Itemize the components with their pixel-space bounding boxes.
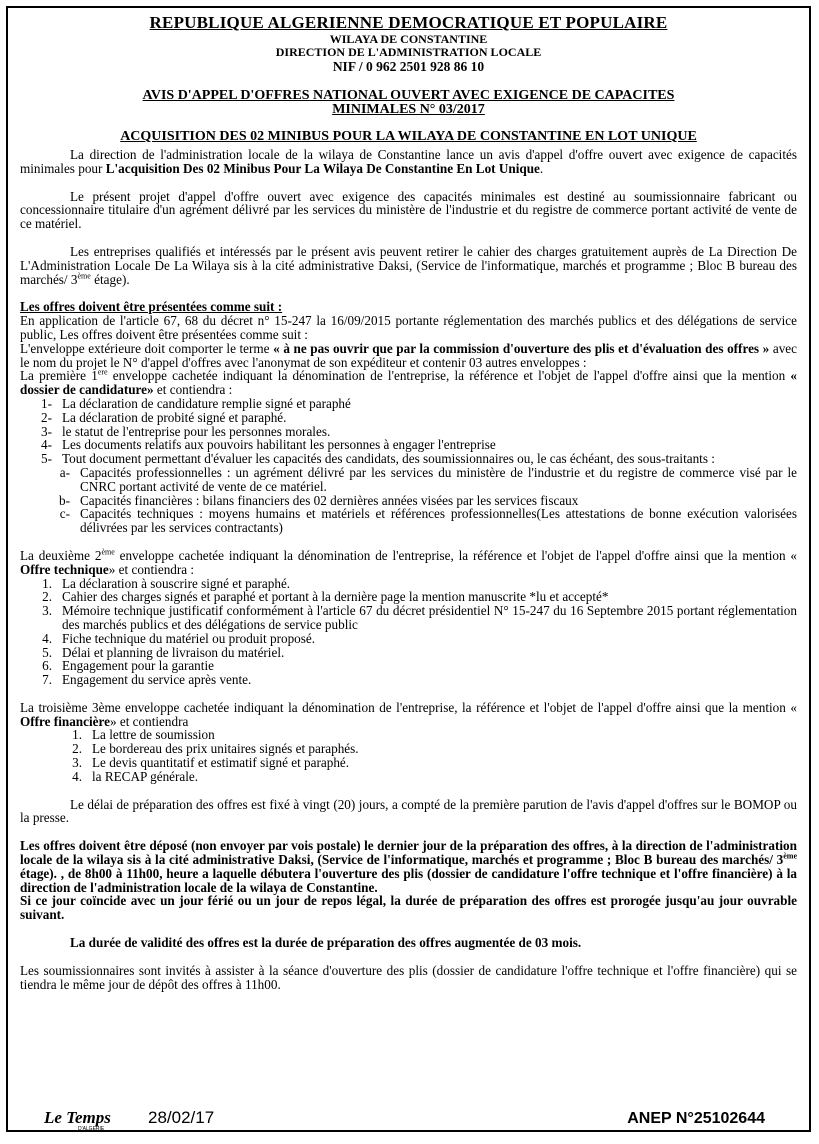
- list-item: 4. la RECAP générale.: [72, 768, 199, 784]
- footer: [8, 1104, 809, 1130]
- outer-envelope-paragraph: L'enveloppe extérieure doit comporter le terme « à ne pas ouvrir que par la commission d'ouverture des plis et d'évaluation des offres » avec le nom du projet le N° d'appel d'offres avec l'anonymat de son expéditeur et contenir 03 autres enveloppes :: [20, 340, 797, 370]
- intro-paragraph: La direction de l'administration locale de la wilaya de Constantine lance un avis d'appel d'offre ouvert avec exigence de capacités minimales pour L'acquisition Des 02 Minibus Pour La Wilaya De Constantine En Lot Unique.: [20, 147, 797, 176]
- wilaya-line: WILAYA DE CONSTANTINE: [329, 32, 488, 46]
- announcement-page: [6, 6, 811, 1132]
- nif-line: NIF / 0 962 2501 928 86 10: [332, 59, 485, 74]
- list-item: 7. Engagement du service après vente.: [42, 672, 252, 688]
- list-item: 2. Le bordereau des prix unitaires signés et paraphés.: [72, 741, 359, 757]
- list-item: 2- La déclaration de probité signé et paraphé.: [41, 409, 287, 425]
- envelope-1-sublist: [20, 466, 797, 535]
- list-item: 4- Les documents relatifs aux pouvoirs habilitant les personnes à engager l'entreprise: [41, 437, 496, 453]
- avis-line-2: MINIMALES N° 03/2017: [332, 102, 485, 117]
- country-title: REPUBLIQUE ALGERIENNE DEMOCRATIQUE ET POPULAIRE: [149, 13, 668, 32]
- list-item: 3- le statut de l'entreprise pour les personnes morales.: [41, 423, 331, 439]
- direction-line: DIRECTION DE L'ADMINISTRATION LOCALE: [275, 45, 542, 59]
- list-item: c- Capacités techniques : moyens humains et matériels et références professionnelles(Les attestations de bonne exécution valorisées délivrées par les services contractants): [59, 506, 797, 536]
- seance-paragraph: Les soumissionnaires sont invités à assister à la séance d'ouverture des plis (dossier de candidature l'offre technique et l'offre financière) qui se tiendra le même jour de dépôt des offres à 11h00.: [20, 962, 797, 992]
- list-item: 1. La déclaration à souscrire signé et paraphé.: [42, 575, 291, 591]
- list-item: 5. Délai et planning de livraison du matériel.: [42, 644, 285, 660]
- offres-paragraph: En application de l'article 67, 68 du décret n° 15-247 la 16/09/2015 portante réglementation des marchés publics et des délégations de service public, Les offres doivent être présentées comme suit :: [20, 313, 797, 342]
- envelope-1-paragraph: La première 1ere enveloppe cachetée indiquant la dénomination de l'entreprise, la référence et l'objet de l'appel d'offre ainsi que la mention « dossier de candidature» et contiendra :: [20, 367, 797, 398]
- list-item: 5- Tout document permettant d'évaluer les capacités des candidats, des soumissionnaires ou, le cas échéant, des sous-traitants :: [41, 451, 715, 467]
- list-item: 4. Fiche technique du matériel ou produit proposé.: [42, 630, 316, 646]
- envelope-3-list: [20, 728, 797, 783]
- envelope-2-list: [20, 577, 797, 687]
- list-item: 6. Engagement pour la garantie: [42, 658, 214, 674]
- list-item: 3. Le devis quantitatif et estimatif signé et paraphé.: [72, 755, 350, 771]
- envelope-2-paragraph: La deuxième 2ème enveloppe cachetée indiquant la dénomination de l'entreprise, la référence et l'objet de l'appel d'offre ainsi que la mention « Offre technique» et contiendra :: [20, 547, 797, 577]
- list-item: 2. Cahier des charges signés et paraphé et portant à la dernière page la mention manuscrite *lu et accepté*: [42, 589, 609, 605]
- list-item: a- Capacités professionnelles : un agrément délivré par les services du ministère de l'industrie et du registre de commerce visé par le CNRC portant activité de vente de ce matériel.: [59, 464, 797, 494]
- avis-line-1: AVIS D'APPEL D'OFFRES NATIONAL OUVERT AVEC EXIGENCE DE CAPACITES: [142, 88, 675, 103]
- header: [8, 13, 809, 75]
- offres-heading: Les offres doivent être présentées comme suit :: [20, 299, 283, 315]
- validite-paragraph: La durée de validité des offres est la durée de préparation des offres augmentée de 03 mois.: [70, 935, 582, 951]
- envelope-3-paragraph: La troisième 3ème enveloppe cachetée indiquant la dénomination de l'entreprise, la référence et l'objet de l'appel d'offre ainsi que la mention « Offre financière» et contiendra: [20, 699, 797, 729]
- publication-date: 28/02/17: [148, 1108, 215, 1127]
- newspaper-logo-sub: D'ALGERIE: [78, 1126, 105, 1132]
- list-item: 3. Mémoire technique justificatif conformément à l'article 67 du décret présidentiel N° 15-247 du 16 Septembre 2015 portant réglementation des marchés publics et des délégations de service public: [42, 603, 797, 632]
- depot-holiday-paragraph: Si ce jour coïncide avec un jour férié ou un jour de repos légal, la durée de préparation des offres est prorogée jusqu'au jour ouvrable suivant.: [20, 893, 797, 923]
- announcement-body: [20, 148, 797, 991]
- list-item: b- Capacités financières : bilans financiers des 02 dernières années visées par les services fiscaux: [59, 492, 579, 508]
- eligibility-paragraph: Le présent projet d'appel d'offre ouvert avec exigence des capacités minimales est destiné au soumissionnaire fabricant ou concessionnaire titulaire d'un agrément délivré par les services du ministère de l'industrie et du registre de commerce portant activité de vente de ce matériel.: [20, 188, 797, 232]
- avis-title: [8, 89, 809, 117]
- retrieval-paragraph: Les entreprises qualifiés et intéressés par le présent avis peuvent retirer le cahier des charges gratuitement auprès de La Direction De L'Administration Locale De La Wilaya sis à la cité administrative Daksi, (Service de l'informatique, marchés et programme ; Bloc B bureau des marchés/ 3ème étage).: [20, 243, 797, 287]
- list-item: 1. La lettre de soumission: [72, 727, 215, 743]
- depot-paragraph: Les offres doivent être déposé (non envoyer par vois postale) le dernier jour de la préparation des offres, à la direction de l'administration locale de la wilaya sis à la cité administrative Daksi, (Service de l'informatique, marchés et programme ; Bloc B bureau des marchés/ 3ème étage). , de 8h00 à 11h00, heure a laquelle débutera l'ouverture des plis (dossier de candidature l'offre technique et l'offre financière) à la direction de l'administration locale de la wilaya de Constantine.: [20, 838, 797, 895]
- newspaper-logo: Le Temps: [44, 1108, 111, 1127]
- envelope-1-list: [20, 397, 797, 466]
- anep-number: ANEP N°25102644: [627, 1110, 765, 1127]
- objet-title: ACQUISITION DES 02 MINIBUS POUR LA WILAYA DE CONSTANTINE EN LOT UNIQUE: [120, 129, 697, 144]
- delai-paragraph: Le délai de préparation des offres est fixé à vingt (20) jours, a compté de la première parution de l'avis d'appel d'offres sur le BOMOP ou la presse.: [20, 796, 797, 826]
- list-item: 1- La déclaration de candidature remplie signé et paraphé: [41, 395, 351, 411]
